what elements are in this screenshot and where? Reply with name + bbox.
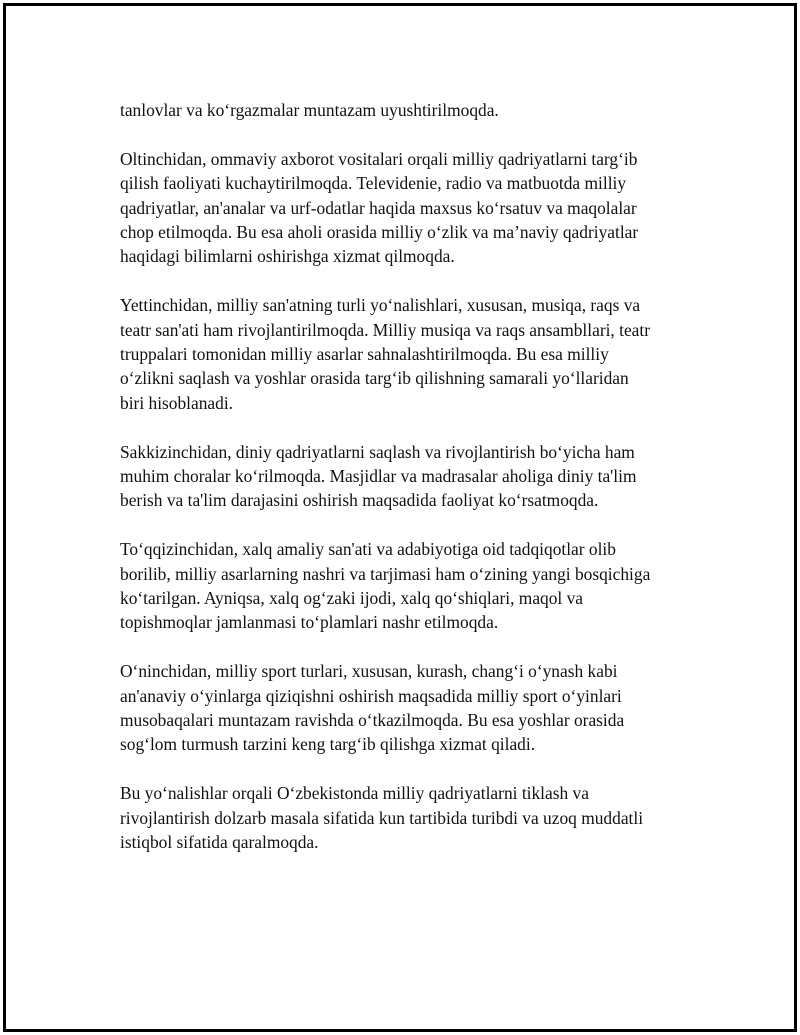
text-line: Sakkizinchidan, diniy qadriyatlarni saqlash va rivojlantirish bo‘yicha ham (120, 441, 635, 462)
paragraph-5 (120, 537, 700, 635)
text-line: qadriyatlar, an'analar va urf-odatlar haqida maxsus ko‘rsatuv va maqolalar (120, 197, 637, 218)
text-line: istiqbol sifatida qaralmoqda. (120, 832, 319, 853)
text-line: o‘zlikni saqlash va yoshlar orasida targ‘ib qilishning samarali yo‘llaridan (120, 368, 629, 389)
paragraph-7 (120, 781, 700, 854)
text-line: tanlovlar va ko‘rgazmalar muntazam uyushtirilmoqda. (120, 100, 499, 120)
text-line: borilib, milliy asarlarning nashri va tarjimasi ham o‘zining yangi bosqichiga (120, 563, 651, 584)
paragraph-6 (120, 659, 700, 757)
text-line: ko‘tarilgan. Ayniqsa, xalq og‘zaki ijodi, xalq qo‘shiqlari, maqol va (120, 588, 584, 609)
text-line: biri hisoblanadi. (120, 392, 234, 413)
text-line: haqidagi bilimlarni oshirishga xizmat qilmoqda. (120, 246, 455, 267)
paragraph-3 (120, 293, 700, 415)
text-line: Yettinchidan, milliy san'atning turli yo‘nalishlari, xususan, musiqa, raqs va (120, 295, 641, 316)
text-line: Bu yo‘nalishlar orqali O‘zbekistonda milliy qadriyatlarni tiklash va (120, 783, 589, 804)
text-line: an'anaviy o‘yinlarga qiziqishni oshirish maqsadida milliy sport o‘yinlari (120, 685, 622, 706)
text-line: topishmoqlar jamlanmasi to‘plamlari nashr etilmoqda. (120, 612, 499, 633)
document-page (3, 3, 797, 1032)
document-body (120, 98, 700, 879)
paragraph-2 (120, 147, 700, 269)
text-line: muhim choralar ko‘rilmoqda. Masjidlar va madrasalar aholiga diniy ta'lim (120, 466, 637, 487)
text-line: musobaqalari muntazam ravishda o‘tkazilmoqda. Bu esa yoshlar orasida (120, 710, 625, 731)
text-line: berish va ta'lim darajasini oshirish maqsadida faoliyat ko‘rsatmoqda. (120, 490, 599, 511)
text-line: teatr san'ati ham rivojlantirilmoqda. Milliy musiqa va raqs ansambllari, teatr (120, 319, 651, 340)
paragraph-4 (120, 440, 700, 513)
text-line: To‘qqizinchidan, xalq amaliy san'ati va adabiyotiga oid tadqiqotlar olib (120, 539, 616, 560)
text-line: truppalari tomonidan milliy asarlar sahnalashtirilmoqda. Bu esa milliy (120, 344, 609, 365)
paragraph-1 (120, 98, 700, 122)
text-line: sog‘lom turmush tarzini keng targ‘ib qilishga xizmat qiladi. (120, 734, 536, 755)
text-line: qilish faoliyati kuchaytirilmoqda. Televidenie, radio va matbuotda milliy (120, 173, 627, 194)
text-line: rivojlantirish dolzarb masala sifatida kun tartibida turibdi va uzoq muddatli (120, 807, 644, 828)
text-line: O‘ninchidan, milliy sport turlari, xususan, kurash, chang‘i o‘ynash kabi (120, 661, 618, 682)
text-line: chop etilmoqda. Bu esa aholi orasida milliy o‘zlik va ma’naviy qadriyatlar (120, 222, 639, 243)
text-line: Oltinchidan, ommaviy axborot vositalari orqali milliy qadriyatlarni targ‘ib (120, 148, 638, 169)
